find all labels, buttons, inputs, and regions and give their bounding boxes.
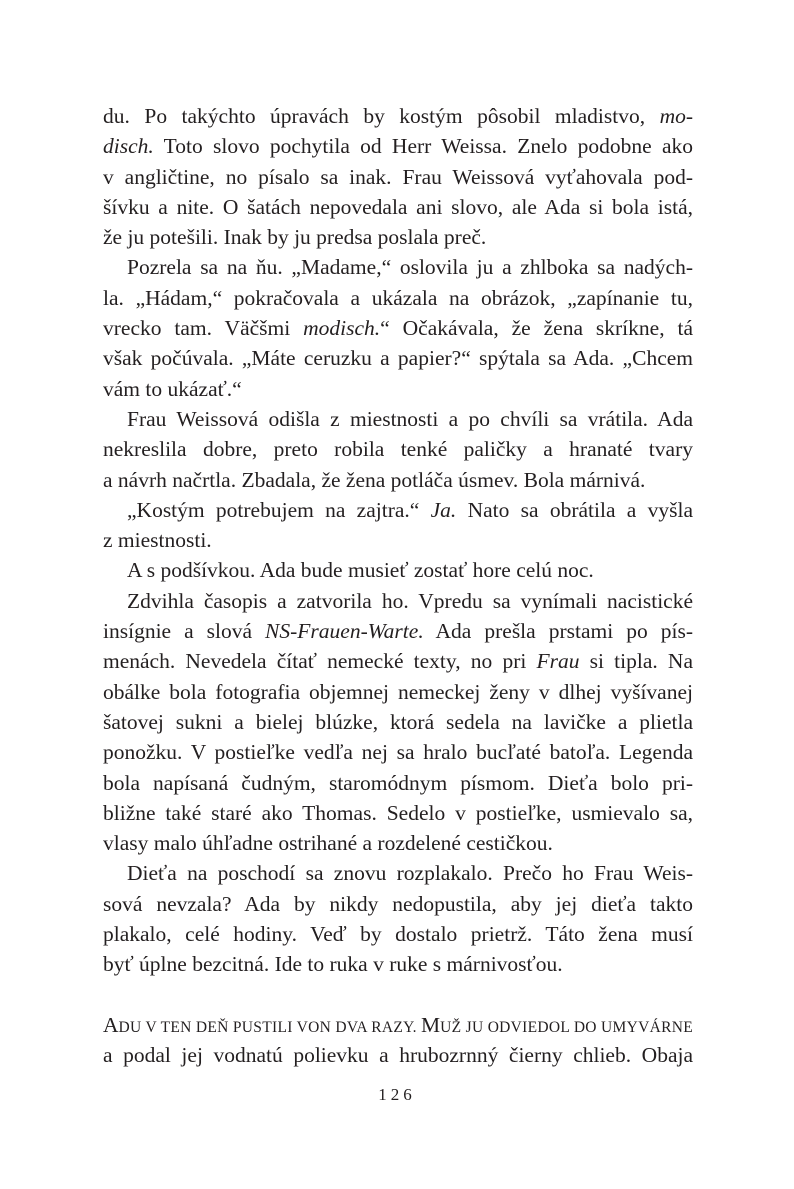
text-run: obálke bola fotografia objemnej nemeckej ženy v dlhej vyšívanej bbox=[103, 679, 693, 704]
smallcaps-run: UŽ JU ODVIEDOL DO UMYVÁRNE bbox=[440, 1018, 693, 1036]
text-run: nekreslila dobre, preto robila tenké paličky a hranaté tvary bbox=[103, 437, 693, 462]
text-run: z miestnosti. bbox=[103, 528, 212, 553]
text-run: ponožku. V postieľke vedľa nej sa hralo bucľaté batoľa. Legenda bbox=[103, 740, 693, 765]
text-line bbox=[103, 768, 693, 798]
text-run: Zdvihla časopis a zatvorila ho. Vpredu sa vynímali nacistické bbox=[127, 588, 693, 613]
text-line bbox=[103, 646, 693, 676]
text-line bbox=[103, 949, 693, 979]
text-run: menách. Nevedela čítať nemecké texty, no pri bbox=[103, 649, 537, 674]
paragraph bbox=[103, 101, 693, 252]
text-line bbox=[103, 677, 693, 707]
paragraph bbox=[103, 495, 693, 556]
text-run: šatovej sukni a bielej blúzke, ktorá sedela na lavičke a plietla bbox=[103, 709, 693, 734]
text-run: la. „Hádam,“ pokračovala a ukázala na obrázok, „zapínanie tu, bbox=[103, 285, 693, 310]
text-line bbox=[103, 162, 693, 192]
italic-term: mo- bbox=[659, 104, 693, 128]
text-run: však počúvala. „Máte ceruzku a papier?“ spýtala sa Ada. „Chcem bbox=[103, 346, 693, 371]
text-line bbox=[103, 283, 693, 313]
smallcaps-initial: A bbox=[103, 1012, 119, 1037]
text-run: šívku a nite. O šatách nepovedala ani slovo, ale Ada si bola istá, bbox=[103, 194, 693, 219]
text-line bbox=[103, 192, 693, 222]
text-line bbox=[103, 404, 693, 434]
text-run: bližne také staré ako Thomas. Sedelo v postieľke, usmievalo sa, bbox=[103, 800, 693, 825]
text-line bbox=[103, 131, 693, 161]
italic-term: NS-Frauen-Warte. bbox=[265, 619, 424, 644]
text-line bbox=[103, 101, 693, 131]
text-run: insígnie a slová bbox=[103, 619, 266, 644]
smallcaps-run: M bbox=[421, 1012, 441, 1037]
text-line bbox=[103, 525, 693, 555]
italic-term: Frau bbox=[536, 649, 580, 674]
paragraph bbox=[103, 586, 693, 859]
smallcaps-opening-line bbox=[103, 1010, 693, 1040]
section-opening bbox=[103, 1010, 693, 1071]
text-line bbox=[103, 616, 693, 646]
text-line bbox=[103, 707, 693, 737]
text-line bbox=[103, 495, 693, 525]
text-line bbox=[103, 889, 693, 919]
text-line bbox=[103, 586, 693, 616]
text-run: A s podšívkou. Ada bude musieť zostať hore celú noc. bbox=[127, 558, 594, 583]
text-run: sová nevzala? Ada by nikdy nedopustila, aby jej dieťa takto bbox=[103, 891, 693, 916]
text-line bbox=[103, 798, 693, 828]
text-run: bola napísaná čudným, staromódnym písmom. Dieťa bolo pri- bbox=[103, 770, 693, 795]
text-run: vám to ukázať.“ bbox=[103, 376, 242, 401]
text-line bbox=[103, 374, 693, 404]
text-run: plakalo, celé hodiny. Veď by dostalo prietrž. Táto žena musí bbox=[103, 922, 693, 947]
text-run: “ Očakávala, že žena skríkne, tá bbox=[380, 316, 693, 341]
text-line bbox=[103, 434, 693, 464]
text-run: že ju potešili. Inak by ju predsa poslala preč. bbox=[103, 225, 487, 250]
text-line bbox=[103, 737, 693, 767]
page-number: 126 bbox=[378, 1085, 416, 1104]
text-run: vlasy malo úhľadne ostrihané a rozdelené cestičkou. bbox=[103, 831, 553, 856]
italic-term: Ja. bbox=[430, 497, 457, 522]
text-run: v angličtine, no písalo sa inak. Frau Weissová vyťahovala pod- bbox=[103, 164, 693, 189]
text-run: du. Po takýchto úpravách by kostým pôsobil mladistvo, bbox=[103, 104, 660, 128]
text-run: Frau Weissová odišla z miestnosti a po chvíli sa vrátila. Ada bbox=[127, 406, 693, 431]
paragraph bbox=[103, 404, 693, 495]
text-block bbox=[103, 101, 693, 980]
text-line bbox=[103, 465, 693, 495]
paragraph bbox=[103, 858, 693, 979]
text-line bbox=[103, 555, 693, 585]
text-run: byť úplne bezcitná. Ide to ruka v ruke s márnivosťou. bbox=[103, 952, 563, 977]
text-run: vrecko tam. Väčšmi bbox=[103, 316, 304, 341]
text-run: a návrh načrtla. Zbadala, že žena potláča úsmev. Bola márnivá. bbox=[103, 467, 646, 492]
text-line bbox=[103, 222, 693, 252]
smallcaps-run: DU V TEN DEŇ PUSTILI VON DVA RAZY. bbox=[118, 1018, 422, 1036]
text-run: Pozrela sa na ňu. „Madame,“ oslovila ju a zhlboka sa nadých- bbox=[127, 255, 693, 280]
text-line bbox=[103, 313, 693, 343]
italic-term: disch. bbox=[103, 134, 154, 159]
text-line bbox=[103, 919, 693, 949]
section-break bbox=[103, 980, 693, 1010]
paragraph bbox=[103, 555, 693, 585]
text-line bbox=[103, 252, 693, 282]
paragraph bbox=[103, 252, 693, 403]
section-text-line: a podal jej vodnatú polievku a hrubozrnný čierny chlieb. Obaja bbox=[103, 1042, 693, 1067]
text-run: „Kostým potrebujem na zajtra.“ bbox=[127, 497, 431, 522]
text-run: Nato sa obrátila a vyšla bbox=[456, 497, 693, 522]
text-line bbox=[103, 343, 693, 373]
page-body bbox=[103, 101, 693, 1070]
italic-term: modisch. bbox=[303, 316, 381, 341]
text-run: Dieťa na poschodí sa znovu rozplakalo. Prečo ho Frau Weis- bbox=[127, 861, 693, 886]
text-run: si tipla. Na bbox=[579, 649, 693, 674]
text-run: Toto slovo pochytila od Herr Weissa. Znelo podobne ako bbox=[153, 134, 693, 159]
text-line bbox=[103, 858, 693, 888]
text-line bbox=[103, 828, 693, 858]
text-run: Ada prešla prstami po pís- bbox=[423, 619, 693, 644]
